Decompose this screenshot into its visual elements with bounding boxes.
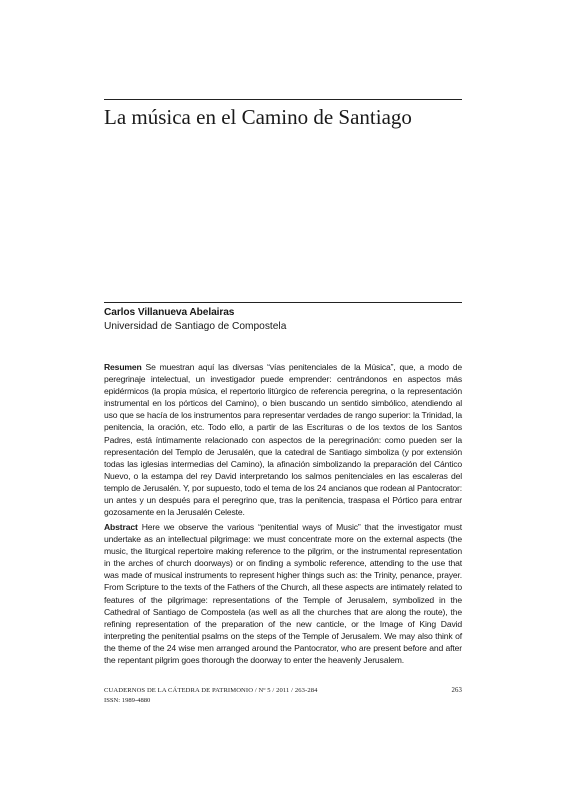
author-rule	[104, 302, 462, 303]
page-number: 263	[451, 687, 462, 694]
issn: ISSN: 1989-4880	[104, 697, 151, 704]
page-footer	[104, 686, 462, 706]
journal-citation: CUADERNOS DE LA CÁTEDRA DE PATRIMONIO / Nº 5 / 2011 / 263-284	[104, 687, 318, 694]
abstract-paragraph	[104, 521, 462, 666]
author-name: Carlos Villanueva Abelairas	[104, 307, 235, 318]
resumen-text: Se muestran aquí las diversas “vías penitenciales de la Música”, que, a modo de peregrinaje intelectual, un investigador puede emprender: centrándonos en aspectos más epidérmicos (la propia música, el repertorio litúrgico de referencia peregrina, o la representación instrumental en los pórticos del Camino), o bien buscando un sentido simbólico, atendiendo al uso que se hacía de los instrumentos para representar verdades de rango superior: la Trinidad, la penitencia, la oración, etc. Todo ello, a partir de las Escrituras o de los textos de los Santos Padres, está íntimamente relacionado con aspectos de la peregrinación: como pueden ser la representación del Templo de Jerusalén, que la catedral de Santiago simboliza (y por extensión todas las iglesias intermedias del Camino), la afinación simbolizando la preparación del Cántico Nuevo, o la estampa del rey David interpretando los salmos penitenciales en las escaleras del templo de Jerusalén. Y, por supuesto, todo el tema de los 24 ancianos que rodean al Pantocrator: un antes y un después para el peregrino que, tras la penitencia, traspasa el Pórtico para entrar gozosamente en la Jerusalén Celeste.	[104, 362, 462, 518]
resumen-paragraph	[104, 361, 462, 518]
top-rule	[104, 99, 462, 100]
resumen-label: Resumen	[104, 362, 142, 372]
journal-citation-line	[104, 686, 462, 696]
abstract-text: Here we observe the various “penitential ways of Music” that the investigator must undertake as an intellectual pilgrimage: we must concentrate more on the external aspects (the music, the liturgical repertoire making reference to the pilgrim, or the instrumental representation in the arches of church doorways) or on finding a symbolic reference, attending to the use that was made of musical instruments to represent higher things such as: the Trinity, penance, prayer. From Scripture to the texts of the Fathers of the Church, all these aspects are intimately related to features of the pilgrimage: representations of the Temple of Jerusalem, symbolized in the Cathedral of Santiago de Compostela (as well as all the churches that are along the route), the refining representation of the preparation of the new canticle, or the Image of King David interpreting the penitential psalms on the steps of the Temple of Jerusalem. We may also think of the theme of the 24 wise men arranged around the Pantocrator, who are present before and after the repentant pilgrim goes thorough the doorway to enter the heavenly Jerusalem.	[104, 522, 462, 666]
article-title: La música en el Camino de Santiago	[104, 105, 412, 129]
author-affiliation: Universidad de Santiago de Compostela	[104, 321, 287, 332]
abstract-label: Abstract	[104, 522, 138, 532]
author-block	[104, 306, 462, 334]
